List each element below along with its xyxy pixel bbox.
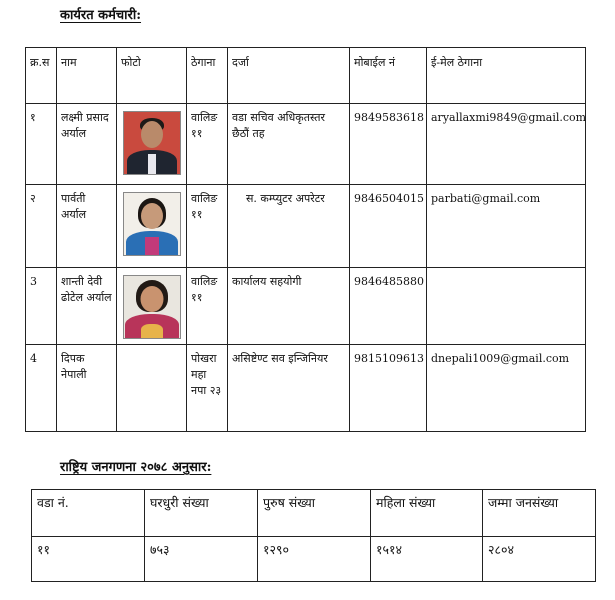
column-header-sn: क्र.स [26,48,57,104]
staff-email: dnepali1009@gmail.com [427,345,586,432]
staff-address: वालिङ ११ [187,185,228,268]
column-header-ward: वडा नं. [32,490,145,537]
staff-photo-cell [117,268,187,345]
staff-photo-cell [117,185,187,268]
staff-name: पार्वती अर्याल [57,185,117,268]
staff-sn: २ [26,185,57,268]
staff-name: दिपक नेपाली [57,345,117,432]
staff-mobile: 9849583618 [350,104,427,185]
table-row [26,104,586,185]
staff-table-header [26,48,586,104]
staff-post: वडा सचिव अधिकृतस्तर छैठौं तह [228,104,350,185]
table-row [32,537,596,582]
staff-email: parbati@gmail.com [427,185,586,268]
staff-photo [123,192,181,256]
staff-mobile: 9846504015 [350,185,427,268]
column-header-mobile: मोबाईल नं [350,48,427,104]
staff-sn: १ [26,104,57,185]
staff-post: स. कम्प्युटर अपरेटर [228,185,350,268]
column-header-households: घरधुरी संख्या [145,490,258,537]
staff-email: aryallaxmi9849@gmail.com [427,104,586,185]
staff-post: असिष्टेण्ट सव इन्जिनियर [228,345,350,432]
staff-address: पोखरा महा नपा २३ [187,345,228,432]
census-ward: ११ [32,537,145,582]
census-section-title: राष्ट्रिय जनगणना २०७८ अनुसार: [60,460,212,475]
census-table-header [32,490,596,537]
column-header-email: ई-मेल ठेगाना [427,48,586,104]
column-header-address: ठेगाना [187,48,228,104]
staff-mobile: 9815109613 [350,345,427,432]
census-female: १५१४ [371,537,483,582]
staff-photo-cell [117,104,187,185]
staff-name: शान्ती देवी ढोटेल अर्याल [57,268,117,345]
census-households: ७५३ [145,537,258,582]
staff-name: लक्ष्मी प्रसाद अर्याल [57,104,117,185]
census-male: १२९० [258,537,371,582]
column-header-post: दर्जा [228,48,350,104]
staff-photo [123,275,181,339]
column-header-total: जम्मा जनसंख्या [483,490,596,537]
staff-photo-cell [117,345,187,432]
staff-mobile: 9846485880 [350,268,427,345]
column-header-name: नाम [57,48,117,104]
column-header-male: पुरुष संख्या [258,490,371,537]
census-table [31,489,596,582]
staff-section-title: कार्यरत कर्मचारी: [60,8,142,23]
staff-sn: 3 [26,268,57,345]
census-total: २८०४ [483,537,596,582]
staff-table [25,47,586,432]
table-row [26,185,586,268]
staff-sn: 4 [26,345,57,432]
column-header-photo: फोटो [117,48,187,104]
column-header-female: महिला संख्या [371,490,483,537]
staff-email [427,268,586,345]
table-row [26,268,586,345]
table-row [26,345,586,432]
staff-address: वालिङ ११ [187,104,228,185]
staff-address: वालिङ ११ [187,268,228,345]
staff-photo [123,111,181,175]
staff-post: कार्यालय सहयोगी [228,268,350,345]
